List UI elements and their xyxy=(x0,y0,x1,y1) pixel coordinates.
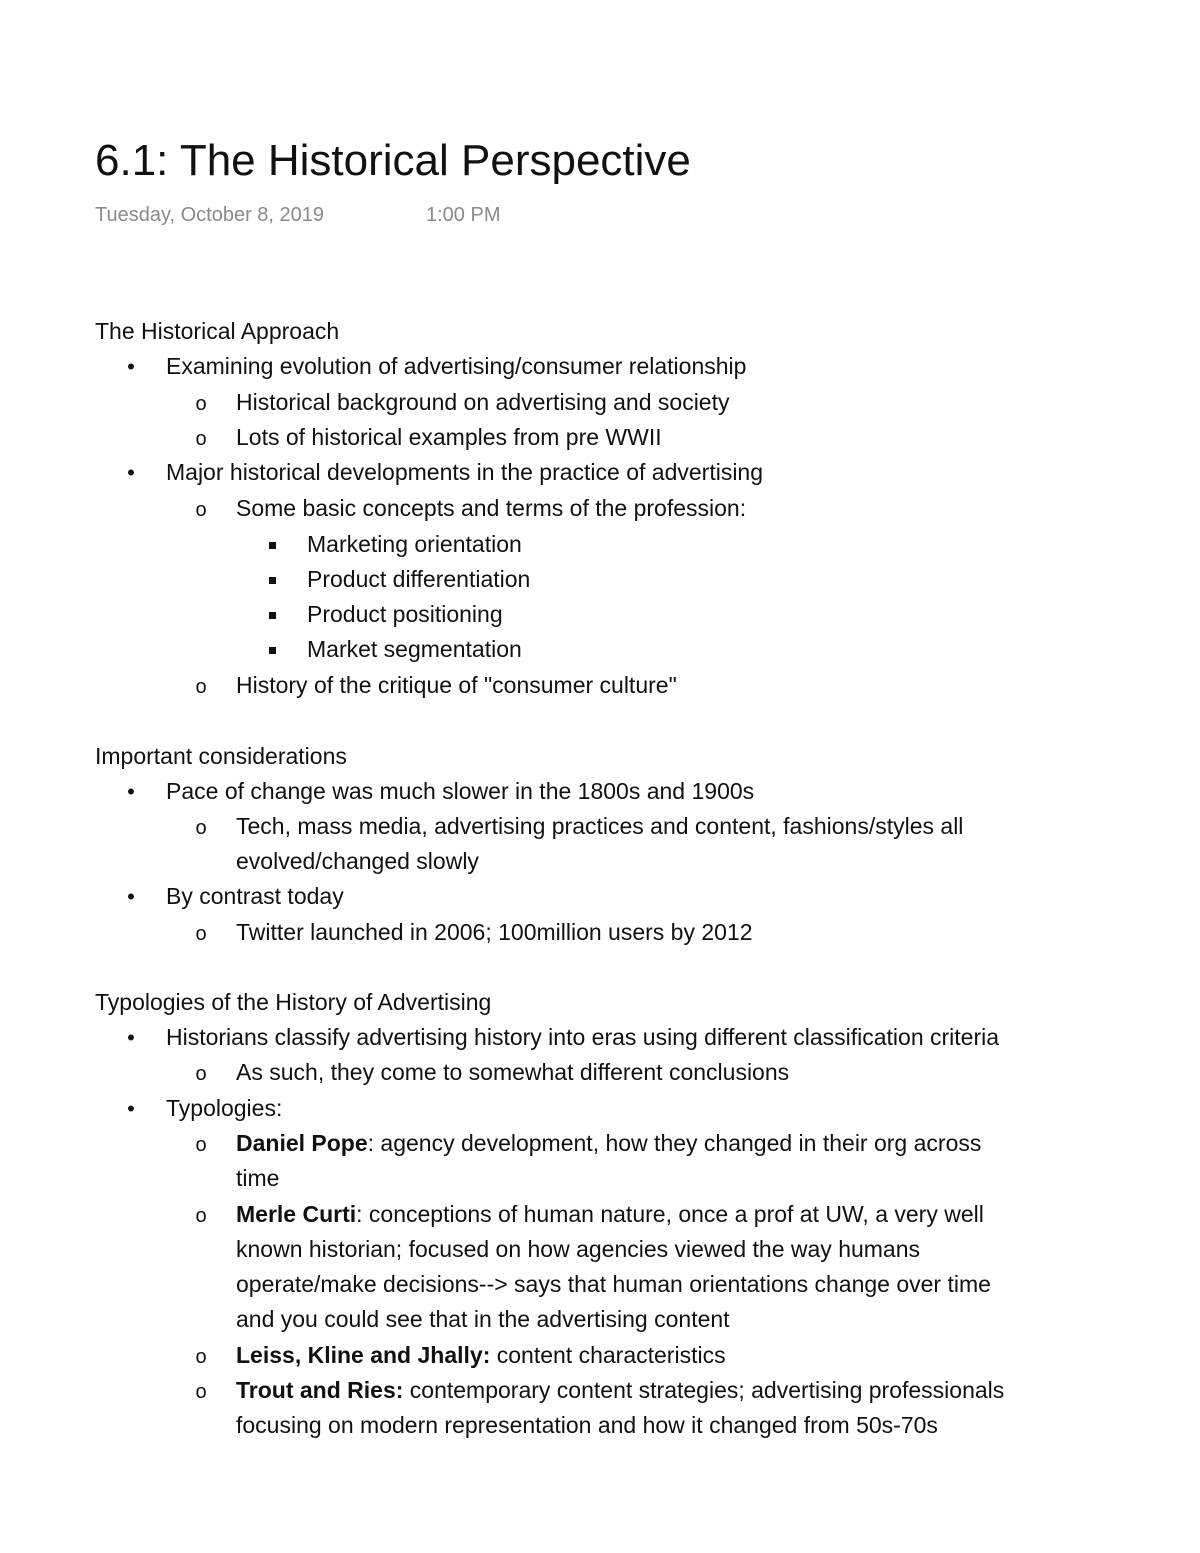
list-item-continuation: time xyxy=(236,1165,280,1191)
bullet-square-icon xyxy=(262,562,282,597)
section-heading: The Historical Approach xyxy=(95,318,340,344)
bullet-dot-icon xyxy=(121,349,141,384)
list-item xyxy=(236,1197,984,1232)
list-item-continuation: focusing on modern representation and how it changed from 50s-70s xyxy=(236,1412,938,1438)
list-item: Market segmentation xyxy=(307,636,522,662)
bullet-circle-icon xyxy=(191,420,211,457)
list-item: Marketing orientation xyxy=(307,531,522,557)
list-item: Lots of historical examples from pre WWII xyxy=(236,424,662,450)
author-name: Merle Curti xyxy=(236,1201,357,1227)
author-name: Leiss, Kline and Jhally: xyxy=(236,1342,491,1368)
list-item-continuation: and you could see that in the advertising content xyxy=(236,1306,730,1332)
bullet-dot-icon xyxy=(121,774,141,809)
list-item: As such, they come to somewhat different conclusions xyxy=(236,1059,790,1085)
bullet-circle-icon xyxy=(191,1338,211,1375)
list-item: By contrast today xyxy=(166,883,344,909)
list-item: Historical background on advertising and society xyxy=(236,389,730,415)
author-description: : agency development, how they changed in their org across xyxy=(367,1130,982,1156)
section-heading: Typologies of the History of Advertising xyxy=(95,989,492,1015)
bullet-circle-icon xyxy=(191,385,211,422)
list-item: Product differentiation xyxy=(307,566,531,592)
list-item-continuation: known historian; focused on how agencies viewed the way humans xyxy=(236,1236,921,1262)
bullet-circle-icon xyxy=(191,491,211,528)
author-name: Trout and Ries: xyxy=(236,1377,404,1403)
list-item: Examining evolution of advertising/consumer relationship xyxy=(166,353,747,379)
bullet-circle-icon xyxy=(191,1126,211,1163)
list-item: Product positioning xyxy=(307,601,503,627)
bullet-dot-icon xyxy=(121,879,141,914)
list-item xyxy=(236,1126,981,1161)
bullet-circle-icon xyxy=(191,668,211,705)
author-description: : conceptions of human nature, once a prof at UW, a very well xyxy=(356,1201,984,1227)
list-item: Twitter launched in 2006; 100million users by 2012 xyxy=(236,919,753,945)
list-item: Pace of change was much slower in the 1800s and 1900s xyxy=(166,778,755,804)
list-item: Tech, mass media, advertising practices and content, fashions/styles all xyxy=(236,813,964,839)
bullet-dot-icon xyxy=(121,455,141,490)
note-time: 1:00 PM xyxy=(426,204,501,226)
page-title: 6.1: The Historical Perspective xyxy=(95,136,691,185)
bullet-circle-icon xyxy=(191,809,211,846)
bullet-circle-icon xyxy=(191,1055,211,1092)
bullet-square-icon xyxy=(262,632,282,667)
list-item: History of the critique of "consumer culture" xyxy=(236,672,677,698)
list-item: Some basic concepts and terms of the profession: xyxy=(236,495,747,521)
bullet-square-icon xyxy=(262,597,282,632)
list-item-continuation: operate/make decisions--> says that human orientations change over time xyxy=(236,1271,991,1297)
list-item: Major historical developments in the practice of advertising xyxy=(166,459,764,485)
bullet-dot-icon xyxy=(121,1091,141,1126)
bullet-circle-icon xyxy=(191,1197,211,1234)
section-heading: Important considerations xyxy=(95,743,347,769)
list-item xyxy=(236,1373,1004,1408)
list-item xyxy=(236,1338,726,1373)
list-item-continuation: evolved/changed slowly xyxy=(236,848,479,874)
note-date: Tuesday, October 8, 2019 xyxy=(95,204,325,226)
author-description: content characteristics xyxy=(490,1342,726,1368)
bullet-square-icon xyxy=(262,527,282,562)
list-item: Typologies: xyxy=(166,1095,283,1121)
author-description: contemporary content strategies; advertising professionals xyxy=(403,1377,1005,1403)
author-name: Daniel Pope xyxy=(236,1130,368,1156)
list-item: Historians classify advertising history into eras using different classification criteria xyxy=(166,1024,1000,1050)
bullet-dot-icon xyxy=(121,1020,141,1055)
bullet-circle-icon xyxy=(191,915,211,952)
bullet-circle-icon xyxy=(191,1373,211,1410)
